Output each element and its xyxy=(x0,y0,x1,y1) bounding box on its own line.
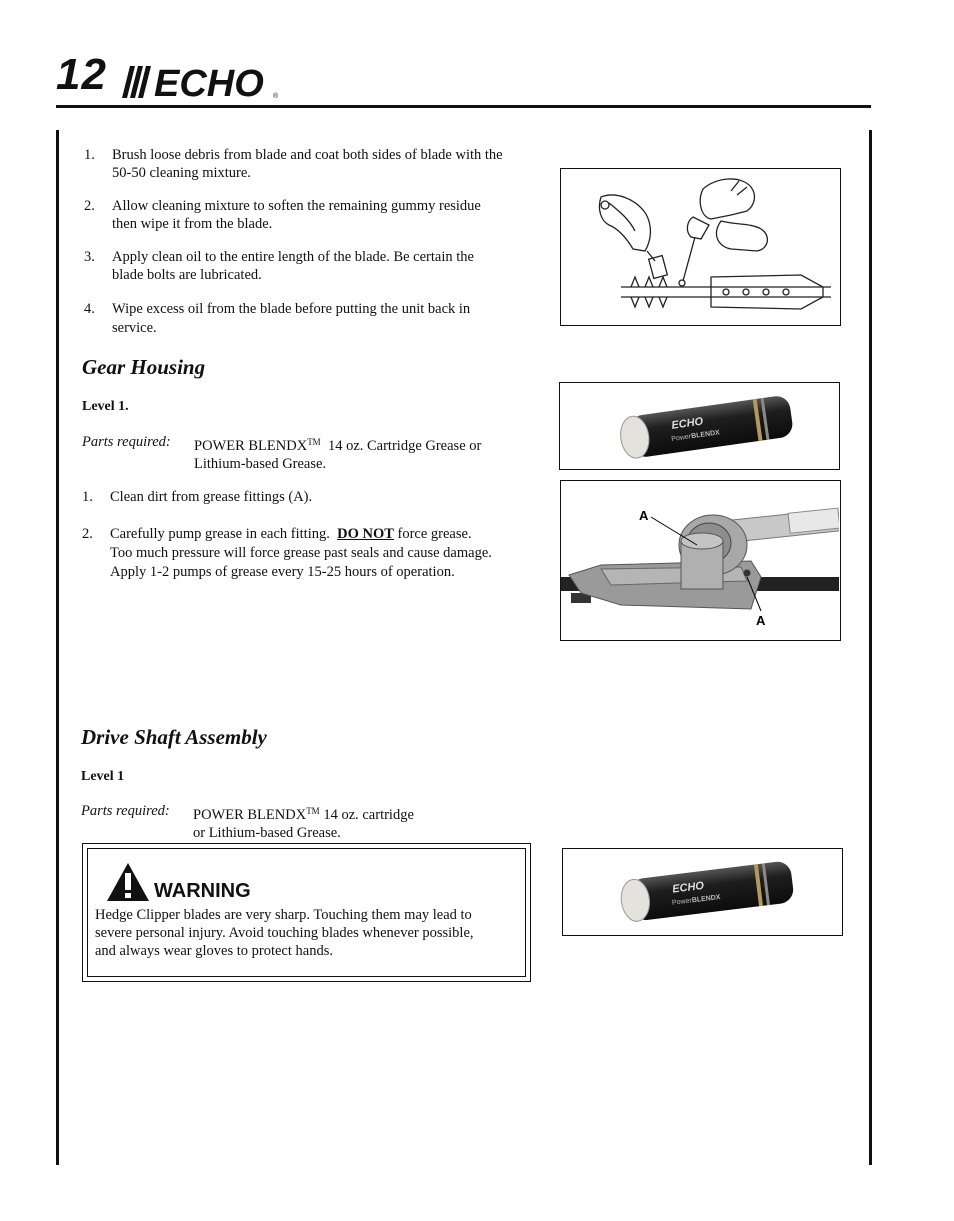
parts-required-label: Parts required: xyxy=(82,434,171,450)
echo-logo xyxy=(118,58,283,100)
cartridge-product-text: Power xyxy=(671,897,693,907)
cartridge-product-text: BLENDX xyxy=(691,893,721,905)
blade-step-3: Apply clean oil to the entire length of the blade. Be certain the blade bolts are lubricated. xyxy=(112,249,474,283)
level-label: Level 1. xyxy=(82,399,129,414)
logo-text: ECHO xyxy=(154,63,264,100)
step-number: 1. xyxy=(84,147,95,163)
page-number: 12 xyxy=(56,50,107,99)
header-rule xyxy=(56,105,871,108)
cartridge-product-text: BLENDX xyxy=(690,429,721,441)
callout-a-lower: A xyxy=(756,613,766,628)
blade-step-4: Wipe excess oil from the blade before putting the unit back in service. xyxy=(112,301,471,336)
gear-housing-figure xyxy=(560,480,841,641)
step-number: 2. xyxy=(82,526,93,542)
gear-step-2: Carefully pump grease in each fitting. DO NOT force grease. Too much pressure will force grease past seals and cause damage. Apply 1-2 pumps of grease every 15-25 hours of operation. xyxy=(110,526,492,580)
parts-required-label: Parts required: xyxy=(81,803,170,819)
left-margin-rule xyxy=(56,130,59,1165)
level-label: Level 1 xyxy=(81,769,125,784)
step-number: 3. xyxy=(84,249,95,265)
step-number: 1. xyxy=(82,489,93,505)
gear-housing-image xyxy=(561,481,839,639)
grease-cartridge-image xyxy=(563,849,841,934)
step-number: 2. xyxy=(84,198,95,214)
blade-cleaning-figure xyxy=(560,168,841,326)
step-number: 4. xyxy=(84,301,95,317)
parts-required-value: POWER BLENDX™ 14 oz. cartridge or Lithium-based Grease. xyxy=(193,806,414,841)
grease-cartridge-figure xyxy=(559,382,840,470)
warning-text: Hedge Clipper blades are very sharp. Touching them may lead to severe personal injury. Avoid touching blades whenever possible, and always wear gloves to protect hands. xyxy=(95,907,474,959)
cartridge-product-text: Power xyxy=(670,433,692,444)
section-title-drive-shaft: Drive Shaft Assembly xyxy=(81,725,267,749)
blade-step-2: Allow cleaning mixture to soften the remaining gummy residue then wipe it from the blade. xyxy=(112,198,481,232)
blade-step-1: Brush loose debris from blade and coat both sides of blade with the 50-50 cleaning mixture. xyxy=(112,147,503,181)
grease-cartridge-figure-2 xyxy=(562,848,843,936)
right-margin-rule xyxy=(869,130,872,1165)
parts-required-value: POWER BLENDX™ 14 oz. Cartridge Grease or Lithium-based Grease. xyxy=(194,437,482,472)
callout-a-upper: A xyxy=(639,508,649,523)
warning-triangle-icon xyxy=(106,862,150,902)
blade-cleaning-illustration xyxy=(561,169,839,324)
gear-step-1: Clean dirt from grease fittings (A). xyxy=(110,489,313,505)
grease-cartridge-image xyxy=(560,383,838,468)
registered-mark: ® xyxy=(273,93,279,100)
cartridge-brand-text: ECHO xyxy=(670,415,704,432)
warning-heading: WARNING xyxy=(154,880,251,902)
cartridge-brand-text: ECHO xyxy=(671,879,705,896)
section-title-gear-housing: Gear Housing xyxy=(82,355,206,379)
